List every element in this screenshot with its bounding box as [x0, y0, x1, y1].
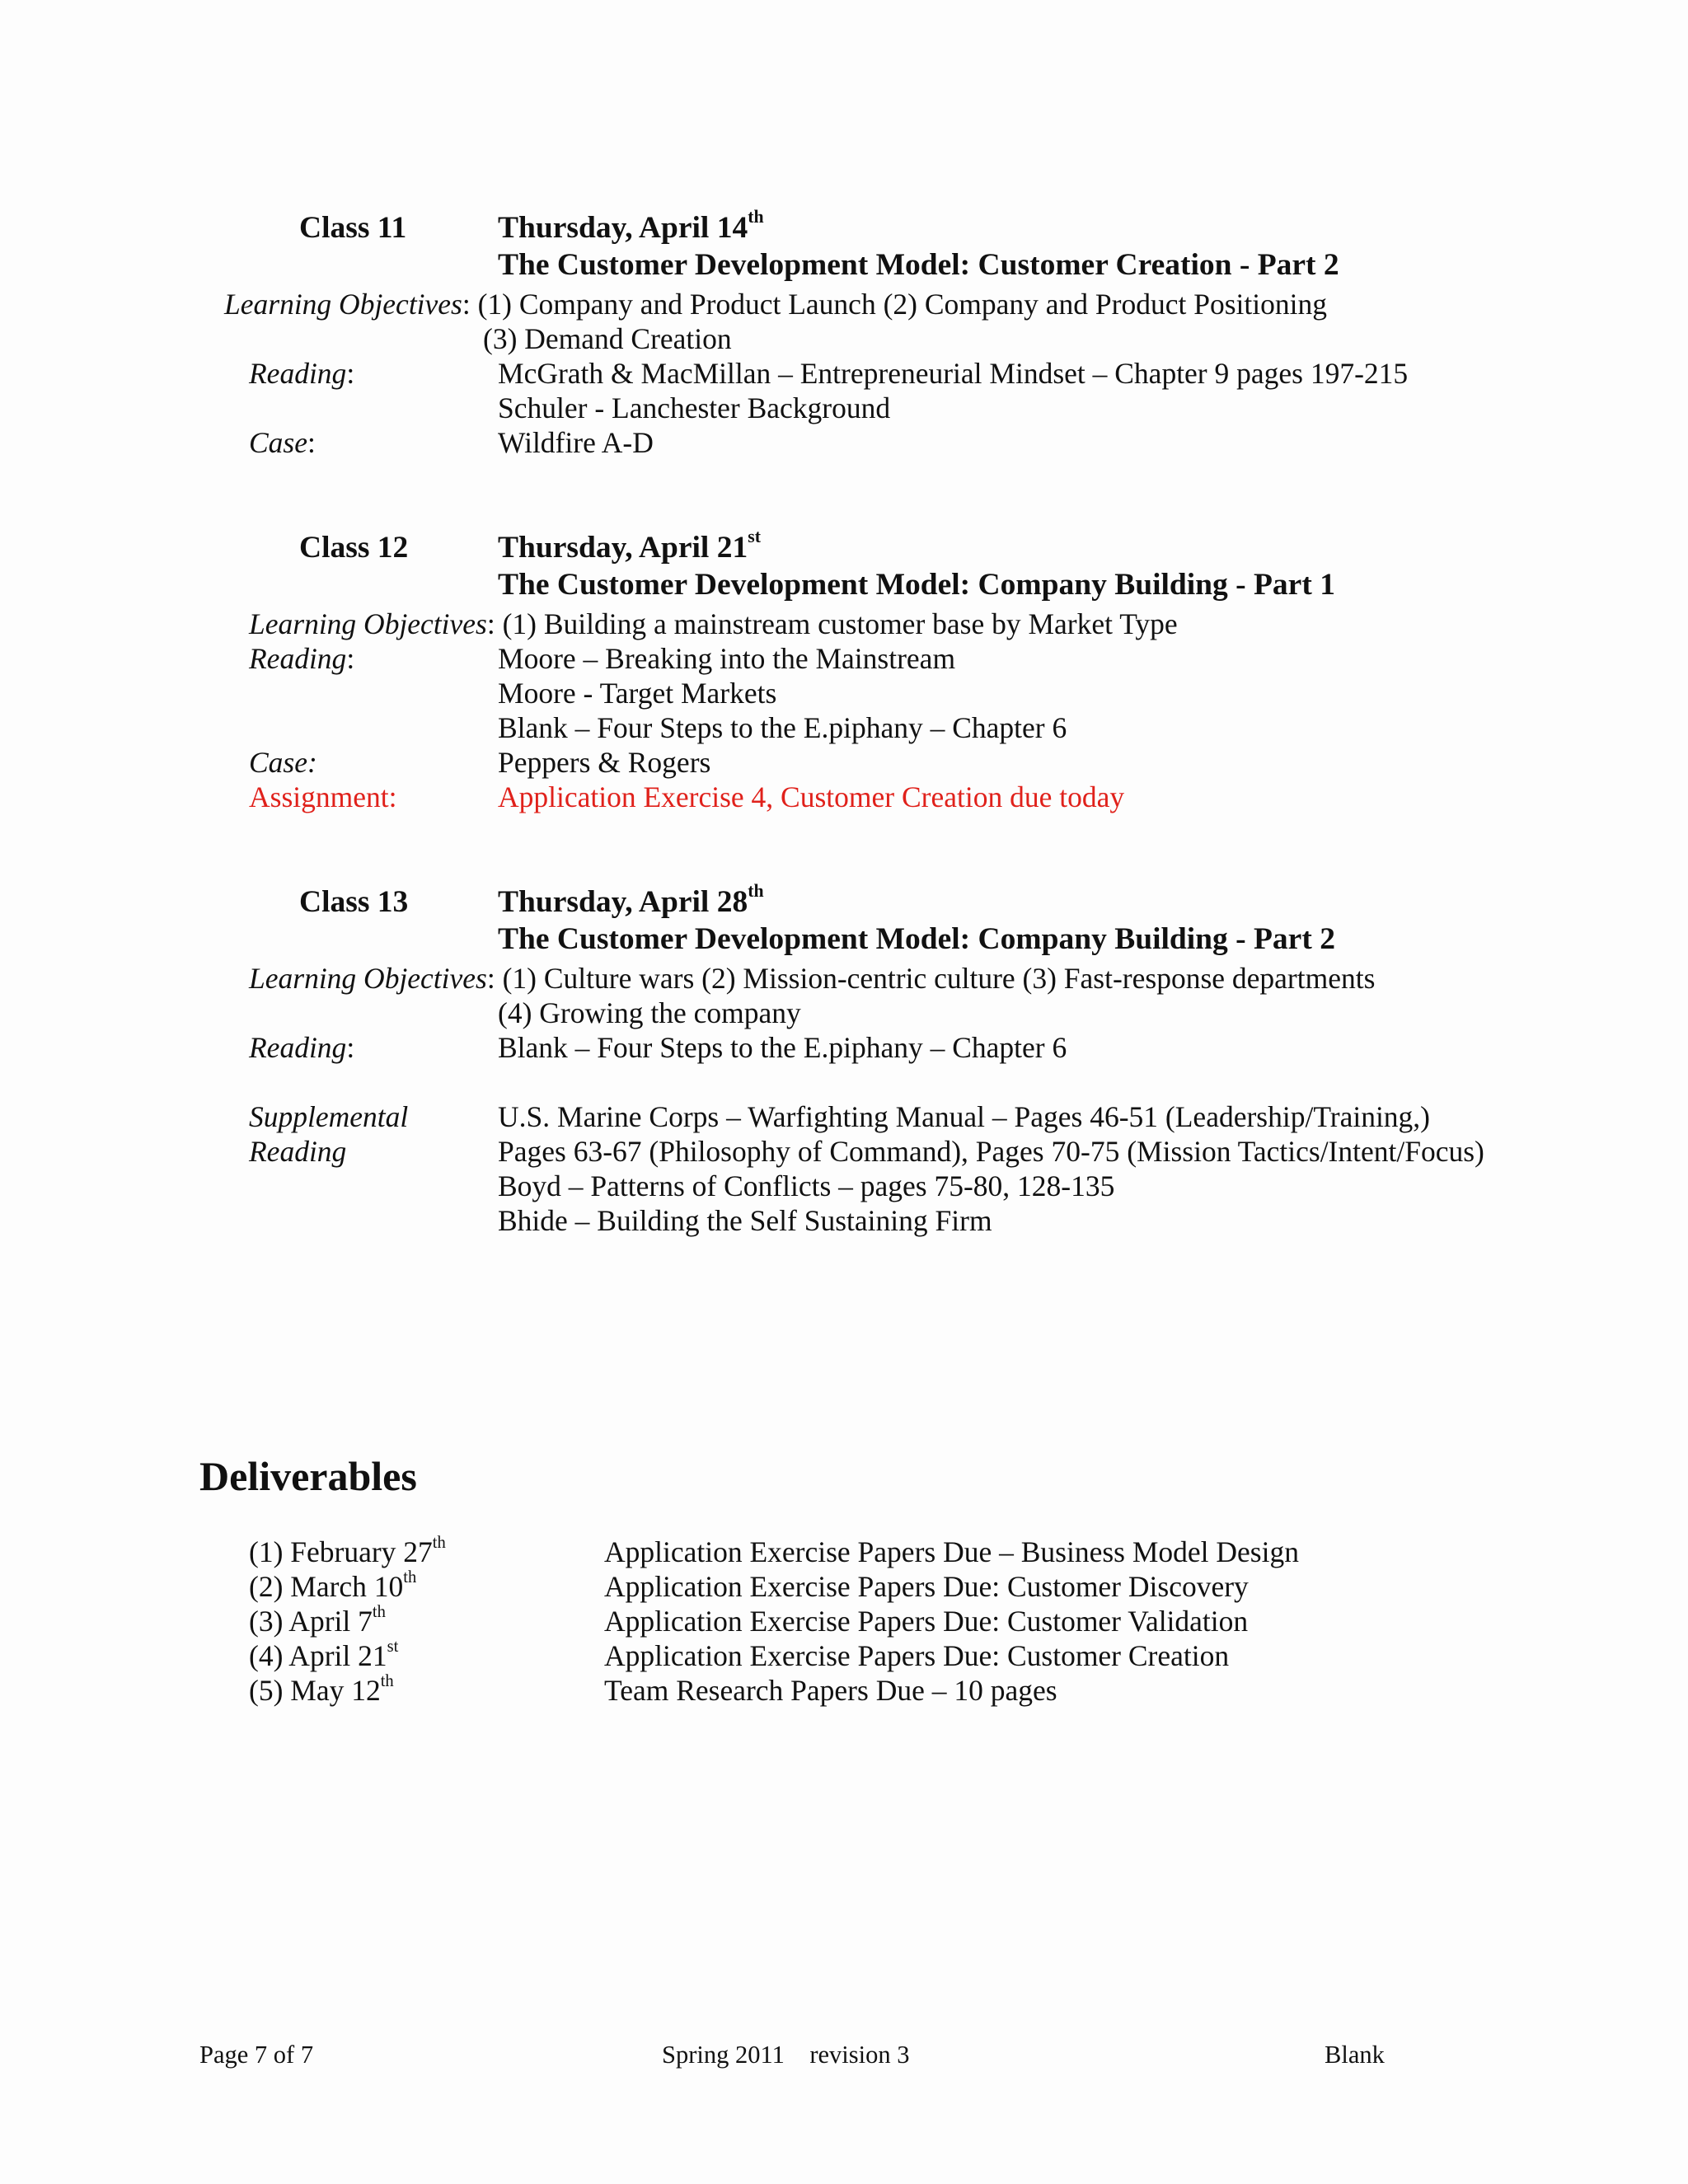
page-number: Page 7 of 7 — [199, 2041, 314, 2069]
deliverable-date: (4) April 21st — [249, 1638, 399, 1672]
learning-objectives-cont: (3) Demand Creation — [483, 322, 732, 355]
term-revision: Spring 2011 revision 3 — [662, 2041, 910, 2069]
deliverable-description: Application Exercise Papers Due – Business Model Design — [604, 1535, 1299, 1568]
deliverable-date: (1) February 27th — [249, 1534, 446, 1568]
deliverables-heading: Deliverables — [199, 1453, 417, 1499]
supplemental-label: Supplemental — [249, 1100, 409, 1133]
class-date: Thursday, April 28th — [498, 881, 764, 919]
deliverable-date: (2) March 10th — [249, 1568, 417, 1603]
reading-item: Moore – Breaking into the Mainstream — [498, 642, 956, 675]
class-title: The Customer Development Model: Company Building - Part 1 — [498, 568, 1335, 602]
reading-item: Moore - Target Markets — [498, 677, 777, 710]
class-title: The Customer Development Model: Company Building - Part 2 — [498, 922, 1335, 956]
case-label: Case: — [249, 426, 316, 459]
reading-item: Blank – Four Steps to the E.piphany – Chapter 6 — [498, 1031, 1067, 1064]
assignment-value: Application Exercise 4, Customer Creation due today — [498, 780, 1125, 813]
class-label: Class 11 — [299, 211, 407, 245]
deliverable-date: (5) May 12th — [249, 1672, 394, 1707]
reading-label: Reading: — [249, 642, 355, 675]
author: Blank — [1325, 2041, 1385, 2069]
class-label: Class 12 — [299, 531, 409, 565]
reading-item: Blank – Four Steps to the E.piphany – Chapter 6 — [498, 711, 1067, 744]
learning-objectives: Learning Objectives: (1) Culture wars (2) Mission-centric culture (3) Fast-response departments — [249, 962, 1376, 995]
reading-item: McGrath & MacMillan – Entrepreneurial Mindset – Chapter 9 pages 197-215 — [498, 357, 1409, 390]
supplemental-item: Bhide – Building the Self Sustaining Firm — [498, 1204, 992, 1237]
learning-objectives: Learning Objectives: (1) Building a mainstream customer base by Market Type — [249, 607, 1178, 640]
deliverable-description: Application Exercise Papers Due: Customer Validation — [604, 1605, 1249, 1638]
deliverable-date: (3) April 7th — [249, 1603, 386, 1638]
class-title: The Customer Development Model: Customer Creation - Part 2 — [498, 248, 1339, 282]
supplemental-item: Pages 63-67 (Philosophy of Command), Pages 70-75 (Mission Tactics/Intent/Focus) — [498, 1135, 1484, 1168]
class-label: Class 13 — [299, 885, 409, 919]
deliverable-description: Team Research Papers Due – 10 pages — [604, 1674, 1057, 1707]
case-label: Case: — [249, 746, 317, 779]
reading-item: Schuler - Lanchester Background — [498, 391, 891, 424]
supplemental-item: U.S. Marine Corps – Warfighting Manual – Pages 46-51 (Leadership/Training,) — [498, 1100, 1431, 1133]
case-value: Peppers & Rogers — [498, 746, 711, 779]
reading-label: Reading: — [249, 1031, 355, 1064]
supplemental-label-cont: Reading — [249, 1135, 347, 1168]
supplemental-item: Boyd – Patterns of Conflicts – pages 75-80, 128-135 — [498, 1169, 1115, 1202]
learning-objectives: Learning Objectives: (1) Company and Product Launch (2) Company and Product Positioning — [224, 288, 1327, 321]
assignment-label: Assignment: — [249, 780, 397, 813]
deliverable-description: Application Exercise Papers Due: Customer Discovery — [604, 1570, 1249, 1603]
reading-label: Reading: — [249, 357, 355, 390]
learning-objectives-cont: (4) Growing the company — [498, 996, 801, 1029]
class-date: Thursday, April 14th — [498, 207, 764, 245]
class-date: Thursday, April 21st — [498, 527, 761, 565]
case-value: Wildfire A-D — [498, 426, 654, 459]
deliverable-description: Application Exercise Papers Due: Customer Creation — [604, 1639, 1230, 1672]
